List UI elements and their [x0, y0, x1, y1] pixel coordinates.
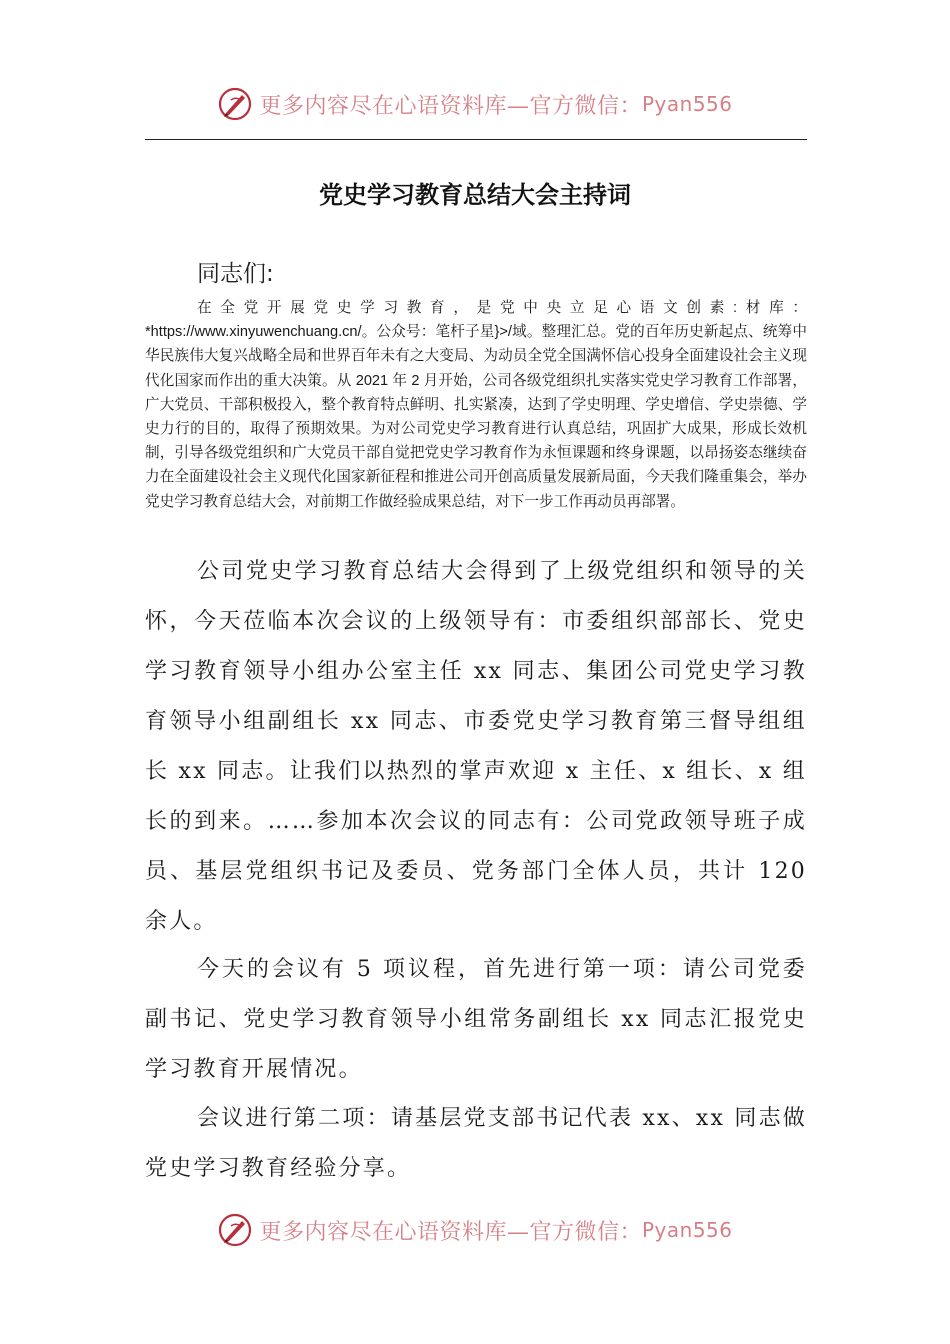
footer-banner [0, 1210, 950, 1250]
pen-logo-icon [217, 1212, 253, 1248]
page-title: 党史学习教育总结大会主持词 [319, 181, 631, 209]
footer-wechat-id: Pyan556 [642, 1218, 733, 1242]
footer-banner-text: 更多内容尽在心语资料库—官方微信： [259, 1219, 642, 1245]
body-paragraph-attendees: 公司党史学习教育总结大会得到了上级党组织和领导的关怀，今天莅临本次会议的上级领导有：市委组织部部长、党史学习教育领导小组办公室主任 xx 同志、集团公司党史学习教育领导小组副组长 xx 同志、市委党史学习教育第三督导组组长 xx 同志。让我们以热烈的掌声欢迎 x 主任、x 组长、x 组长的到来。……参加本次会议的同志有：公司党政领导班子成员、基层党组织书记及委员、党务部门全体人员，共计 120 余人。 [145, 559, 807, 934]
intro-paragraph: 在全党开展党史学习教育，是党中央立足心语文创素:材库： *https://www.xinyuwenchuang.cn/。公众号：笔杆子星}>/域。整理汇总。党的百年历史新起点、统筹中华民族伟大复兴战略全局和世界百年未有之大变局、为动员全党全国满怀信心投身全面建设社会主义现代化国家而作出的重大决策。从 2021 年 2 月开始，公司各级党组织扎实落实党史学习教育工作部署，广大党员、干部积极投入，整个教育特点鲜明、扎实紧凑，达到了学史明理、学史增信、学史崇德、学史力行的目的，取得了预期效果。为对公司党史学习教育进行认真总结，巩固扩大成果，形成长效机制，引导各级党组织和广大党员干部自觉把党史学习教育作为永恒课题和终身课题，以昂扬姿态继续奋力在全面建设社会主义现代化国家新征程和推进公司开创高质量发展新局面，今天我们隆重集会，举办党史学习教育总结大会，对前期工作做经验成果总结，对下一步工作再动员再部署。 [145, 300, 807, 510]
header-banner [0, 84, 950, 124]
header-wechat-id: Pyan556 [642, 92, 733, 116]
header-divider [145, 139, 807, 140]
salutation: 同志们: [197, 261, 274, 287]
body-paragraph-agenda-item-1: 今天的会议有 5 项议程，首先进行第一项：请公司党委副书记、党史学习教育领导小组常务副组长 xx 同志汇报党史学习教育开展情况。 [145, 957, 807, 1082]
header-banner-text: 更多内容尽在心语资料库—官方微信： [259, 93, 642, 119]
pen-logo-icon [217, 86, 253, 122]
body-paragraph-agenda-item-2: 会议进行第二项：请基层党支部书记代表 xx、xx 同志做党史学习教育经验分享。 [145, 1106, 807, 1181]
